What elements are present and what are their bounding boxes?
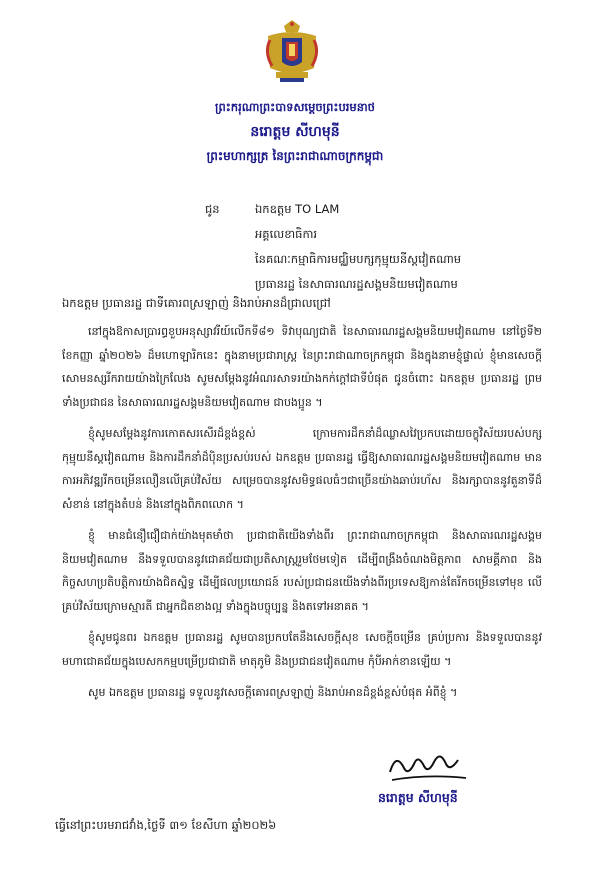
royal-coat-of-arms-icon bbox=[262, 18, 322, 84]
body-paragraph: ខ្ញុំសូមជូនពរ ឯកឧត្តម ប្រធានរដ្ឋ សូមបានប្រកបតែនឹងសេចក្ដីសុខ សេចក្ដីចម្រើន គ្រប់ប្រការ និងទទួលបាននូវមហាជោគជ័យក្នុងបេសកកម្មបម្រើប្រជាជាតិ មាតុភូមិ និងប្រជាជនវៀតណាម កុំបីអាក់ខានឡើយ ។ bbox=[62, 631, 542, 668]
body-paragraph: ខ្ញុំសូមសម្ដែងនូវការកោតសរសើរដ៏ខ្ពង់ខ្ពស់ ក្រោមការដឹកនាំដ៏ឈ្លាសវៃប្រកបដោយចក្ខុវិស័យរបស់បក្សកុម្មុយនីស្តវៀតណាម និងការដឹកនាំដ៏ប៉ិនប្រសប់របស់ ឯកឧត្តម ប្រធានរដ្ឋ ធ្វើឱ្យសាធារណរដ្ឋសង្គមនិយមវៀតណាម មានការអភិវឌ្ឍរីកចម្រើនលឿនលើគ្រប់វិស័យ សម្រេចបាននូវសមិទ្ធផលធំៗជាច្រើនយ៉ាងឆាប់រហ័ស និងរក្សាបាននូវតួនាទីដ៏សំខាន់ នៅក្នុងតំបន់ និងនៅក្នុងពិភពលោក ។ bbox=[62, 427, 542, 511]
body-paragraph: សូម ឯកឧត្តម ប្រធានរដ្ឋ ទទួលនូវសេចក្ដីគោរពស្រឡាញ់ និងរាប់អានដ៏ខ្ពង់ខ្ពស់បំផុត អំពីខ្ញុំ ។ bbox=[88, 686, 458, 699]
recipient-title-2: នៃគណៈកម្មាធិការមជ្ឈិមបក្សកុម្មុយនីស្តវៀតណាម bbox=[255, 252, 462, 266]
salutation: ឯកឧត្តម ប្រធានរដ្ឋ ជាទីគោរពស្រឡាញ់ និងរាប់អានដ៏ជ្រាលជ្រៅ bbox=[62, 296, 331, 310]
body-paragraph: នៅក្នុងឱកាសប្រារព្ធខួបអនុស្សាវរីយ៍លើកទី៨១ ទិវាបុណ្យជាតិ នៃសាធារណរដ្ឋសង្គមនិយមវៀតណាម នៅថ្ងៃទី២ ខែកញ្ញា ឆ្នាំ២០២៦ ដ៏មហោឡារិកនេះ ក្នុងនាមប្រជារាស្ត្រ នៃព្រះរាជាណាចក្រកម្ពុជា និងក្នុងនាមខ្ញុំផ្ទាល់ ខ្ញុំមានសេចក្ដីសោមនស្សរីករាយយ៉ាងក្រៃលែង សូមសម្ដែងនូវអំណរសាទរយ៉ាងកក់ក្ដៅជាទីបំផុត ជូនចំពោះ ឯកឧត្តម ប្រធានរដ្ឋ ព្រមទាំងប្រជាជន នៃសាធារណរដ្ឋសង្គមនិយមវៀតណាម ជាបងប្អូន ។ bbox=[62, 325, 542, 409]
handwritten-signature-icon bbox=[382, 742, 472, 786]
header-sender-title: ព្រះករុណាព្រះបាទសម្ដេចព្រះបរមនាថ bbox=[215, 100, 375, 114]
recipient-title-1: អគ្គលេខាធិការ bbox=[255, 227, 318, 241]
to-label: ជូន bbox=[205, 202, 220, 216]
header-sender-position: ព្រះមហាក្សត្រ នៃព្រះរាជាណាចក្រកម្ពុជា bbox=[206, 149, 384, 163]
body-paragraph: ខ្ញុំ មានជំនឿជឿជាក់យ៉ាងមុតមាំថា ប្រជាជាតិយើងទាំងពីរ ព្រះរាជាណាចក្រកម្ពុជា និងសាធារណរដ្ឋសង្គមនិយមវៀតណាម នឹងទទួលបាននូវជោគជ័យជាប្រតិសាស្ត្ររួមថែមទៀត ដើម្បីពង្រឹងចំណងមិត្តភាព សាមគ្គីភាព និងកិច្ចសហប្រតិបត្តិការយ៉ាងជិតស្និទ្ធ ដើម្បីផលប្រយោជន៍ របស់ប្រជាជនយើងទាំងពីរប្រទេសឱ្យកាន់តែរីកចម្រើនទៅមុខ លើគ្រប់វិស័យក្រោមស្មារតី ជាអ្នកជិតខាងល្អ ទាំងក្នុងបច្ចុប្បន្ន និងតទៅអនាគត ។ bbox=[62, 529, 542, 613]
header-sender-name: នរោត្តម សីហមុនី bbox=[250, 124, 340, 140]
recipient-name: ឯកឧត្តម TO LAM bbox=[255, 202, 340, 216]
letter-body bbox=[62, 320, 542, 713]
recipient-title-3: ប្រធានរដ្ឋ នៃសាធារណរដ្ឋសង្គមនិយមវៀតណាម bbox=[255, 277, 458, 291]
place-and-date: ធ្វើនៅព្រះបរមរាជវាំង,ថ្ងៃទី ៣១ ខែសីហា ឆ្នាំ២០២៦ bbox=[55, 818, 277, 832]
signatory-name: នរោត្តម សីហមុនី bbox=[378, 790, 458, 805]
